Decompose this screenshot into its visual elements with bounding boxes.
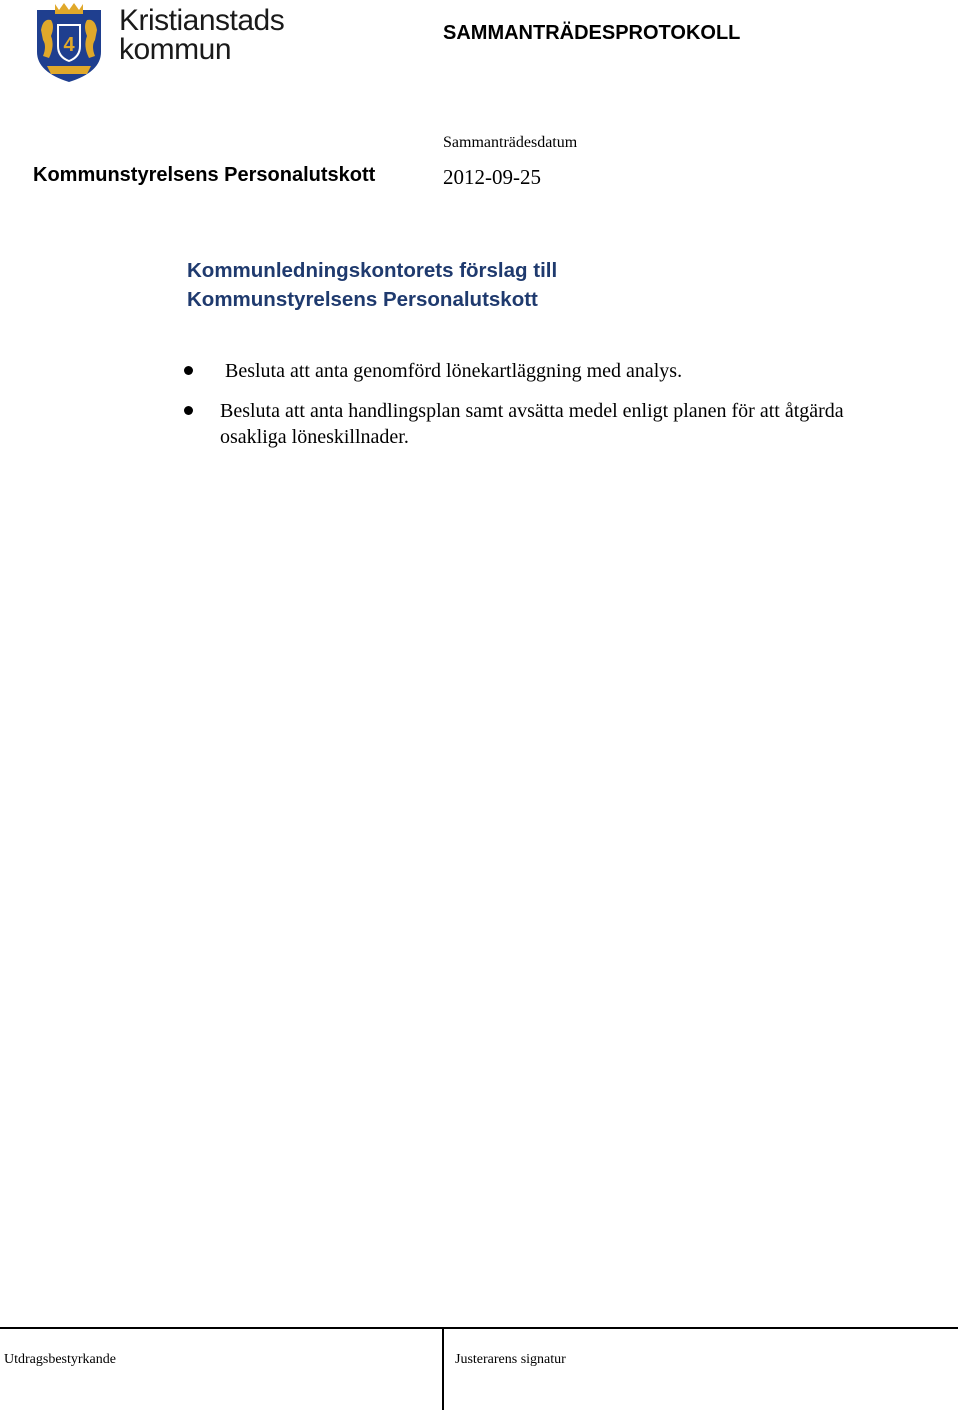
svg-text:4: 4 [63, 34, 75, 56]
list-item-text: Besluta att anta handlingsplan samt avsätta medel enligt planen för att åtgärda osakliga löneskillnader. [220, 400, 844, 448]
list-item [180, 398, 880, 450]
extract-certification-label: Utdragsbestyrkande [4, 1352, 116, 1367]
protocol-title: SAMMANTRÄDESPROTOKOLL [443, 22, 741, 44]
meeting-date: 2012-09-25 [443, 165, 541, 189]
proposal-heading-line1: Kommunledningskontorets förslag till [187, 259, 558, 282]
list-item [180, 358, 880, 384]
logo-wordmark-line1: Kristianstads [119, 4, 285, 37]
proposal-list [180, 358, 880, 450]
logo-wordmark [119, 6, 284, 64]
signature-footer [0, 1327, 958, 1410]
meeting-date-label: Sammanträdesdatum [443, 134, 578, 151]
logo-wordmark-line2: kommun [119, 33, 232, 66]
footer-divider [442, 1329, 444, 1410]
coat-of-arms-icon [33, 0, 105, 84]
bullet-icon [184, 406, 193, 415]
list-item-text: Besluta att anta genomförd lönekartläggning med analys. [225, 360, 683, 382]
proposal-heading [187, 256, 557, 314]
adjuster-signature-label: Justerarens signatur [455, 1352, 566, 1367]
municipality-logo [33, 0, 303, 84]
bullet-icon [184, 366, 193, 375]
committee-name: Kommunstyrelsens Personalutskott [33, 164, 376, 186]
proposal-heading-line2: Kommunstyrelsens Personalutskott [187, 288, 538, 311]
